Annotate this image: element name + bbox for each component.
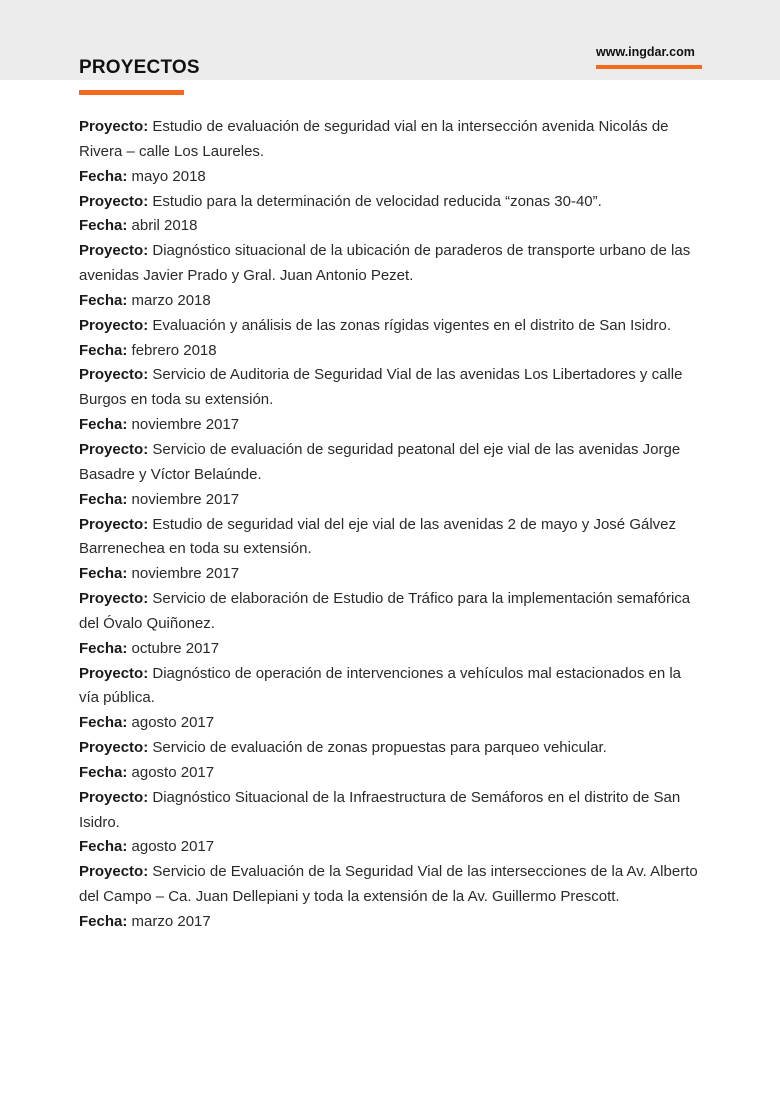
date-label: Fecha:: [79, 167, 128, 185]
project-name: Diagnóstico Situacional de la Infraestructura de Semáforos en el distrito de San Isidro.: [79, 788, 681, 831]
title-underline: [79, 90, 184, 95]
project-line: [79, 860, 704, 910]
date-label: Fecha:: [79, 913, 128, 930]
date-label: Fecha:: [79, 763, 128, 781]
project-line: [79, 587, 704, 637]
project-date: noviembre 2017: [131, 490, 240, 508]
page-title: PROYECTOS: [79, 57, 200, 78]
date-label: Fecha:: [79, 714, 128, 732]
project-date: mayo 2018: [131, 167, 206, 185]
project-name: Servicio de evaluación de seguridad peatonal del eje vial de las avenidas Jorge Basadre y Víctor Belaúnde.: [79, 440, 681, 483]
website-underline: [596, 65, 702, 69]
date-line: [79, 711, 704, 736]
project-date: noviembre 2017: [131, 565, 240, 583]
project-entry: [79, 115, 704, 190]
date-line: [79, 488, 704, 513]
project-entry: [79, 314, 704, 364]
date-line: [79, 339, 704, 364]
project-entry: [79, 736, 704, 786]
project-line: [79, 438, 704, 488]
project-entry: [79, 438, 704, 513]
project-name: Servicio de Auditoria de Seguridad Vial de las avenidas Los Libertadores y calle Burgos en toda su extensión.: [79, 366, 683, 409]
date-label: Fecha:: [79, 639, 128, 657]
project-date: marzo 2017: [131, 913, 211, 930]
project-date: febrero 2018: [131, 341, 217, 359]
project-line: [79, 363, 704, 413]
project-entry: [79, 786, 704, 861]
project-label: Proyecto:: [79, 316, 149, 334]
project-entry: [79, 587, 704, 662]
project-date: noviembre 2017: [131, 416, 240, 434]
date-line: [79, 910, 704, 935]
date-line: [79, 165, 704, 190]
project-name: Servicio de evaluación de zonas propuestas para parqueo vehicular.: [152, 739, 607, 757]
date-label: Fecha:: [79, 838, 128, 856]
project-list: [79, 115, 704, 935]
project-label: Proyecto:: [79, 590, 149, 608]
project-line: [79, 239, 704, 289]
date-line: [79, 413, 704, 438]
project-name: Estudio de evaluación de seguridad vial en la intersección avenida Nicolás de Rivera – calle Los Laureles.: [79, 118, 669, 160]
project-label: Proyecto:: [79, 118, 149, 135]
project-date: octubre 2017: [131, 639, 220, 657]
date-line: [79, 289, 704, 314]
date-line: [79, 637, 704, 662]
date-label: Fecha:: [79, 416, 128, 434]
project-name: Estudio para la determinación de velocidad reducida “zonas 30-40”.: [152, 192, 602, 210]
project-line: [79, 736, 704, 761]
project-line: [79, 786, 704, 836]
date-line: [79, 835, 704, 860]
date-label: Fecha:: [79, 341, 128, 359]
project-name: Evaluación y análisis de las zonas rígidas vigentes en el distrito de San Isidro.: [152, 316, 671, 334]
project-line: [79, 662, 704, 712]
date-line: [79, 214, 704, 239]
project-name: Servicio de Evaluación de la Seguridad Vial de las intersecciones de la Av. Alberto del Campo – Ca. Juan Dellepiani y toda la extensión de la Av. Guillermo Prescott.: [79, 863, 698, 906]
project-line: [79, 513, 704, 563]
project-entry: [79, 190, 704, 240]
project-entry: [79, 662, 704, 737]
project-label: Proyecto:: [79, 242, 149, 260]
project-name: Diagnóstico situacional de la ubicación de paraderos de transporte urbano de las avenidas Javier Prado y Gral. Juan Antonio Pezet.: [79, 242, 691, 285]
date-label: Fecha:: [79, 217, 128, 235]
project-line: [79, 115, 704, 165]
date-line: [79, 761, 704, 786]
project-date: marzo 2018: [131, 291, 211, 309]
project-date: agosto 2017: [131, 838, 215, 856]
project-label: Proyecto:: [79, 366, 149, 384]
project-line: [79, 314, 704, 339]
project-name: Estudio de seguridad vial del eje vial de las avenidas 2 de mayo y José Gálvez Barrenechea en toda su extensión.: [79, 515, 676, 558]
project-label: Proyecto:: [79, 788, 149, 806]
project-entry: [79, 513, 704, 588]
project-label: Proyecto:: [79, 440, 149, 458]
project-date: abril 2018: [131, 217, 198, 235]
project-label: Proyecto:: [79, 739, 149, 757]
date-label: Fecha:: [79, 291, 128, 309]
date-label: Fecha:: [79, 490, 128, 508]
project-name: Diagnóstico de operación de intervenciones a vehículos mal estacionados en la vía pública.: [79, 664, 682, 707]
project-entry: [79, 363, 704, 438]
project-entry: [79, 860, 704, 935]
project-label: Proyecto:: [79, 664, 149, 682]
project-line: [79, 190, 704, 215]
project-label: Proyecto:: [79, 863, 149, 881]
date-line: [79, 562, 704, 587]
project-date: agosto 2017: [131, 714, 215, 732]
project-name: Servicio de elaboración de Estudio de Tráfico para la implementación semafórica del Óvalo Quiñonez.: [79, 590, 691, 632]
project-label: Proyecto:: [79, 192, 149, 210]
date-label: Fecha:: [79, 565, 128, 583]
project-date: agosto 2017: [131, 763, 215, 781]
website-url: www.ingdar.com: [596, 45, 695, 59]
project-label: Proyecto:: [79, 515, 149, 533]
project-entry: [79, 239, 704, 314]
